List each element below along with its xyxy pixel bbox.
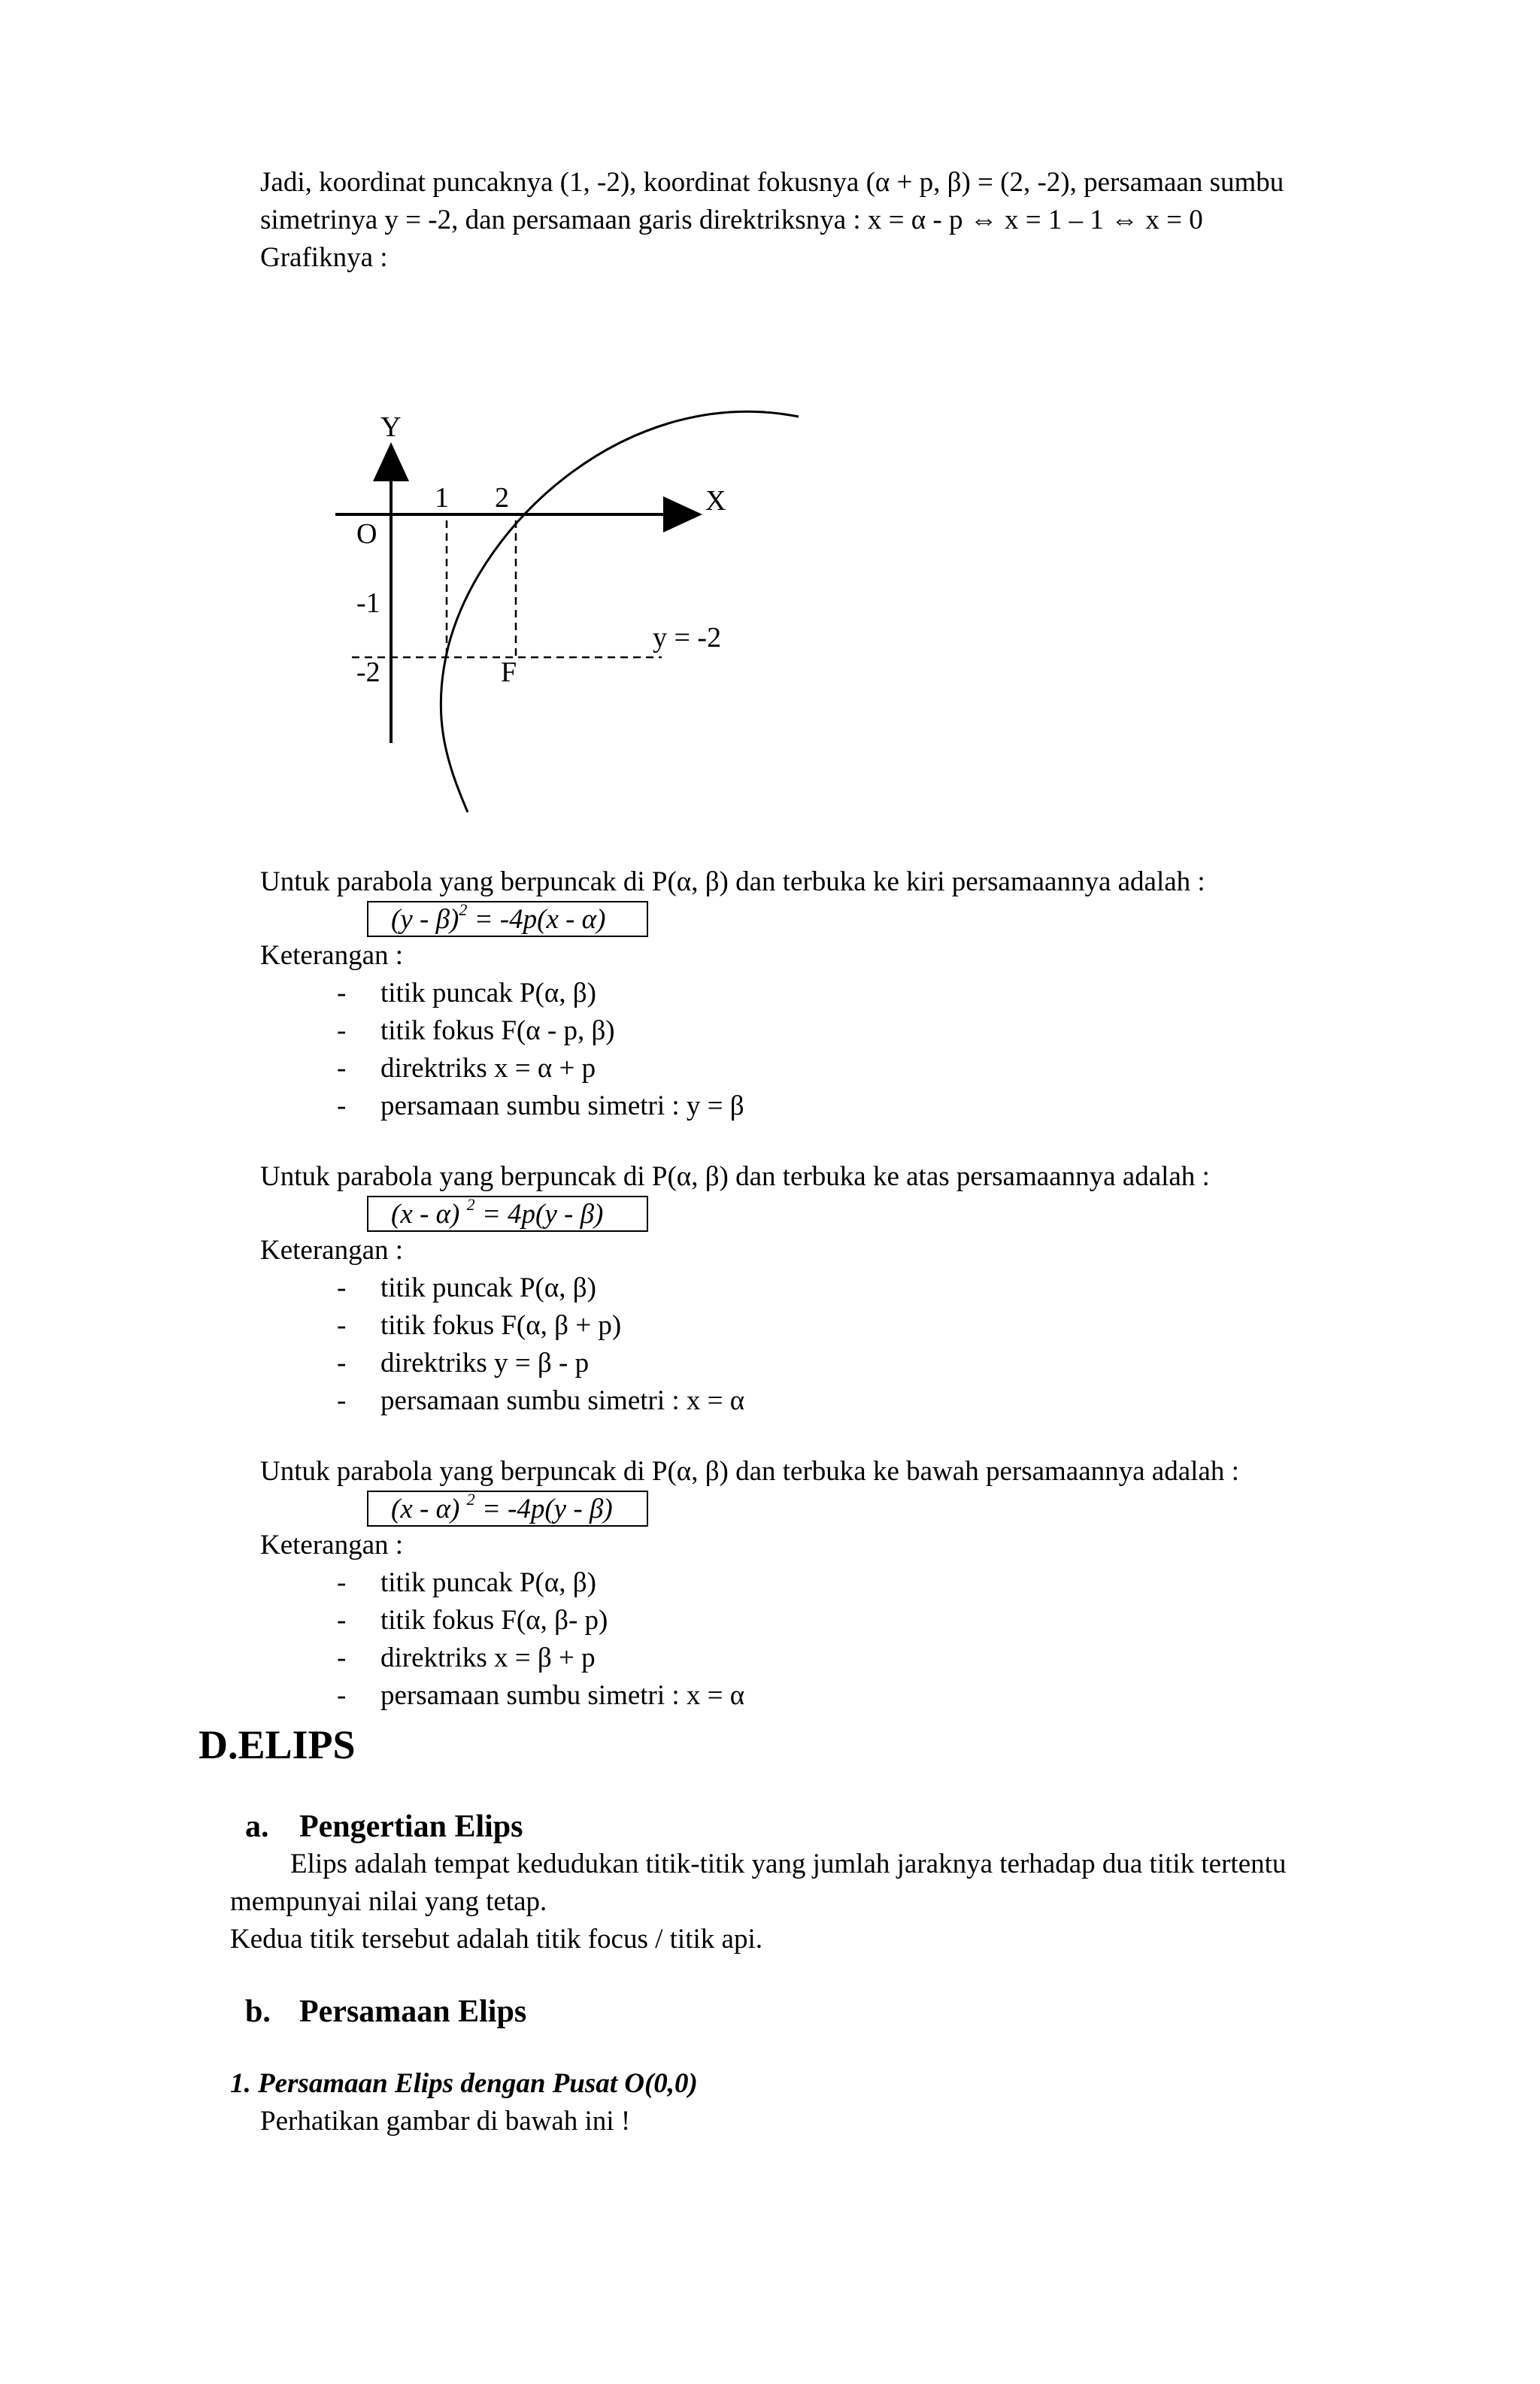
section-d-title: D.ELIPS <box>199 1722 356 1767</box>
list-dash: - <box>337 1567 347 1598</box>
paragraph-a <box>230 1846 1388 1958</box>
list-dash: - <box>337 1348 347 1379</box>
list-dash: - <box>337 1015 347 1046</box>
formula-left: (x - α) <box>391 1494 467 1524</box>
list-dash: - <box>337 1053 347 1084</box>
subheading-b <box>245 1991 526 2032</box>
formula-superscript: 2 <box>466 1490 475 1509</box>
list-item <box>260 1012 1205 1050</box>
list-item-text: titik puncak P(α, β) <box>380 978 596 1008</box>
list-item-text: persamaan sumbu simetri : y = β <box>380 1090 744 1121</box>
keterangan-list <box>260 1269 1210 1420</box>
formula-box <box>367 1196 648 1232</box>
paragraph-a-line-3: Kedua titik tersebut adalah titik focus / titik api. <box>230 1924 762 1955</box>
list-item <box>260 1345 1210 1382</box>
list-item-text: titik fokus F(α, β- p) <box>380 1605 608 1636</box>
formula-right: = -4p(x - α) <box>467 904 606 935</box>
list-item <box>260 975 1205 1012</box>
x-axis-label: X <box>705 485 726 517</box>
list-item-text: titik puncak P(α, β) <box>380 1272 596 1303</box>
list-item <box>260 1307 1210 1345</box>
list-item-text: titik puncak P(α, β) <box>380 1567 596 1598</box>
list-item <box>260 1602 1239 1639</box>
formula-left: (x - α) <box>391 1199 467 1230</box>
subheading-a-mark: a. <box>245 1809 269 1844</box>
section-intro: Untuk parabola yang berpuncak di P(α, β) dan terbuka ke atas persamaannya adalah : <box>260 1161 1210 1192</box>
keterangan-label: Keterangan : <box>260 940 404 971</box>
list-dash: - <box>337 1605 347 1636</box>
list-item-text: titik fokus F(α - p, β) <box>380 1015 615 1046</box>
y-tick-minus1: -1 <box>356 587 380 619</box>
formula-superscript: 2 <box>459 900 468 919</box>
section-intro: Untuk parabola yang berpuncak di P(α, β) dan terbuka ke bawah persamaannya adalah : <box>260 1456 1239 1487</box>
parabola-graph-svg <box>331 406 812 827</box>
formula-box <box>367 901 648 937</box>
list-dash: - <box>337 1385 347 1416</box>
keterangan-label: Keterangan : <box>260 1530 404 1561</box>
subheading-a <box>245 1806 523 1847</box>
section-intro: Untuk parabola yang berpuncak di P(α, β) dan terbuka ke kiri persamaannya adalah : <box>260 866 1205 897</box>
subheading-b-mark: b. <box>245 1994 271 2029</box>
list-item-text: persamaan sumbu simetri : x = α <box>380 1385 745 1416</box>
formula-right: = 4p(y - β) <box>474 1199 604 1230</box>
list-item-text: persamaan sumbu simetri : x = α <box>380 1680 745 1711</box>
list-dash: - <box>337 1310 347 1341</box>
subsection-b1 <box>230 2065 698 2140</box>
parabola-curve <box>441 411 799 812</box>
list-item <box>260 1382 1210 1420</box>
parabola-graph <box>331 406 812 827</box>
intro-line-1: Jadi, koordinat puncaknya (1, -2), koordinat fokusnya (α + p, β) = (2, -2), persamaan sumbu <box>260 167 1284 198</box>
section-left-opening <box>260 863 1205 1125</box>
subsection-b1-title: 1. Persamaan Elips dengan Pusat O(0,0) <box>230 2068 698 2099</box>
subheading-b-title: Persamaan Elips <box>299 1994 527 2029</box>
list-item <box>260 1050 1205 1087</box>
subheading-a-title: Pengertian Elips <box>299 1809 523 1844</box>
list-dash: - <box>337 978 347 1008</box>
list-item-text: direktriks y = β - p <box>380 1348 590 1379</box>
list-item-text: direktriks x = α + p <box>380 1053 596 1084</box>
list-item <box>260 1269 1210 1307</box>
paragraph-a-line-2: mempunyai nilai yang tetap. <box>230 1886 547 1917</box>
paragraph-a-line-1: Elips adalah tempat kedudukan titik-titik yang jumlah jaraknya terhadap dua titik tertentu <box>290 1849 1287 1879</box>
y-tick-minus2: -2 <box>356 657 380 688</box>
line-label: y = -2 <box>653 622 722 654</box>
y-axis-label: Y <box>380 411 402 443</box>
origin-label: O <box>356 518 377 550</box>
list-item <box>260 1677 1239 1715</box>
list-dash: - <box>337 1642 347 1673</box>
list-item <box>260 1639 1239 1677</box>
intro-paragraph <box>260 164 1284 277</box>
list-item-text: direktriks x = β + p <box>380 1642 596 1673</box>
list-dash: - <box>337 1680 347 1711</box>
list-item <box>260 1564 1239 1602</box>
formula-box <box>367 1491 648 1527</box>
subsection-b1-text: Perhatikan gambar di bawah ini ! <box>260 2106 631 2137</box>
list-dash: - <box>337 1090 347 1121</box>
intro-line-3: Grafiknya : <box>260 242 388 273</box>
keterangan-list <box>260 975 1205 1125</box>
list-dash: - <box>337 1272 347 1303</box>
section-down-opening <box>260 1453 1239 1715</box>
x-tick-1: 1 <box>435 482 449 514</box>
keterangan-list <box>260 1564 1239 1715</box>
formula-right: = -4p(y - β) <box>474 1494 613 1524</box>
section-up-opening <box>260 1158 1210 1420</box>
x-tick-2: 2 <box>495 482 509 514</box>
list-item <box>260 1087 1205 1125</box>
focus-label: F <box>501 657 517 688</box>
list-item-text: titik fokus F(α, β + p) <box>380 1310 622 1341</box>
formula-superscript: 2 <box>466 1195 475 1214</box>
formula-left: (y - β) <box>391 904 459 935</box>
intro-line-2: simetrinya y = -2, dan persamaan garis direktriksnya : x = α - p ⇔ x = 1 – 1 ⇔ x = 0 <box>260 205 1203 235</box>
keterangan-label: Keterangan : <box>260 1235 404 1266</box>
